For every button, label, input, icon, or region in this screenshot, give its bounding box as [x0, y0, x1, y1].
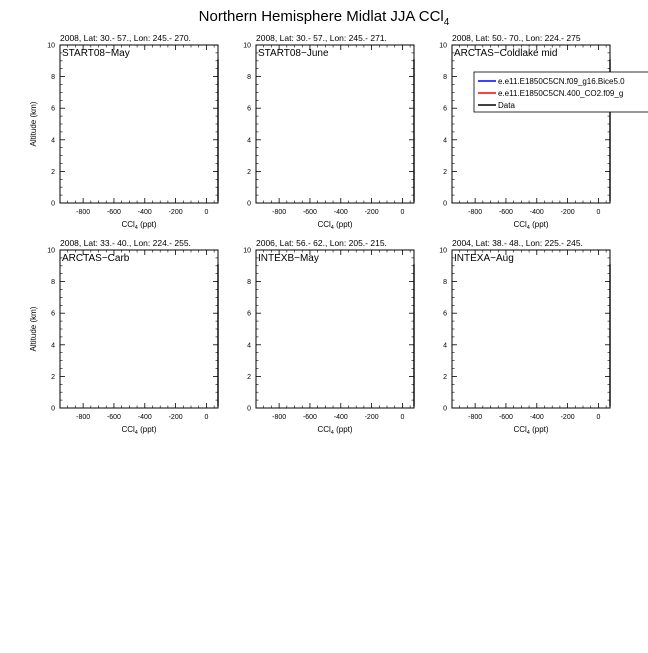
plot-frame — [256, 45, 414, 203]
y-axis-label: Altitude (km) — [29, 101, 38, 147]
x-tick-label: -800 — [272, 209, 287, 216]
y-tick-label: 8 — [443, 74, 447, 82]
plot-frame — [452, 250, 610, 408]
y-tick-label: 2 — [247, 373, 251, 381]
y-tick-label: 10 — [47, 42, 55, 50]
panel-title: 2004, Lat: 38.- 48., Lon: 225.- 245. — [452, 238, 583, 248]
x-tick-label: -800 — [272, 414, 287, 421]
x-tick-label: -400 — [333, 414, 348, 421]
y-tick-label: 0 — [51, 405, 55, 413]
y-tick-label: 8 — [51, 279, 55, 287]
y-tick-label: 6 — [443, 105, 447, 113]
y-tick-label: 6 — [247, 310, 251, 318]
y-tick-label: 10 — [439, 247, 447, 255]
x-tick-label: -800 — [76, 209, 91, 216]
y-axis-label: Altitude (km) — [29, 306, 38, 352]
y-tick-label: 6 — [51, 310, 55, 318]
y-tick-label: 2 — [51, 168, 55, 176]
y-tick-label: 0 — [443, 405, 447, 413]
y-tick-label: 2 — [247, 168, 251, 176]
x-tick-label: -400 — [137, 414, 152, 421]
campaign-label: INTEXB−May — [258, 253, 319, 264]
y-tick-label: 4 — [247, 137, 251, 145]
plot-frame — [256, 250, 414, 408]
panel-title: 2008, Lat: 30.- 57., Lon: 245.- 271. — [256, 33, 387, 43]
chart-panel — [243, 33, 414, 231]
x-tick-label: -800 — [76, 414, 91, 421]
panel-title: 2008, Lat: 33.- 40., Lon: 224.- 255. — [60, 238, 191, 248]
x-tick-label: -600 — [498, 209, 513, 216]
y-tick-label: 8 — [247, 279, 251, 287]
x-tick-label: -200 — [364, 209, 379, 216]
y-tick-label: 4 — [51, 342, 55, 350]
y-tick-label: 8 — [51, 74, 55, 82]
campaign-label: START08−May — [62, 48, 130, 59]
x-axis-label: CCl$_4$ (ppt) — [317, 220, 353, 231]
x-tick-label: -600 — [302, 414, 317, 421]
campaign-label: ARCTAS−Coldlake mid — [454, 48, 558, 59]
x-axis-label: CCl$_4$ (ppt) — [513, 220, 549, 231]
campaign-label: INTEXA−Aug — [454, 253, 514, 264]
x-axis-label: CCl$_4$ (ppt) — [121, 220, 157, 231]
figure-title-subscript: 4 — [443, 17, 450, 28]
x-tick-label: -200 — [168, 209, 183, 216]
x-tick-label: -600 — [106, 414, 121, 421]
y-tick-label: 6 — [247, 105, 251, 113]
x-tick-label: -200 — [560, 414, 575, 421]
x-tick-label: -600 — [302, 209, 317, 216]
y-tick-label: 8 — [443, 279, 447, 287]
x-tick-label: -600 — [498, 414, 513, 421]
chart-panel — [439, 238, 610, 436]
figure-title — [0, 8, 648, 28]
legend-label: e.e11.E1850C5CN.f09_g16.Bice5.0 — [498, 77, 625, 86]
x-axis-label: CCl$_4$ (ppt) — [317, 425, 353, 436]
x-tick-label: -200 — [364, 414, 379, 421]
chart-panel — [29, 33, 218, 231]
y-tick-label: 10 — [439, 42, 447, 50]
plot-frame — [452, 45, 610, 203]
panel-title: 2006, Lat: 56.- 62., Lon: 205.- 215. — [256, 238, 387, 248]
panel-title: 2008, Lat: 30.- 57., Lon: 245.- 270. — [60, 33, 191, 43]
x-tick-label: 0 — [596, 209, 601, 216]
panel-title: 2008, Lat: 50.- 70., Lon: 224.- 275 — [452, 33, 581, 43]
x-axis-label: CCl$_4$ (ppt) — [121, 425, 157, 436]
y-tick-label: 4 — [247, 342, 251, 350]
chart-panel — [243, 238, 414, 436]
legend-label: e.e11.E1850C5CN.400_CO2.f09_g — [498, 89, 624, 98]
x-axis-label: CCl$_4$ (ppt) — [513, 425, 549, 436]
x-tick-label: -400 — [529, 209, 544, 216]
y-tick-label: 10 — [243, 247, 251, 255]
campaign-label: START08−June — [258, 48, 329, 59]
y-tick-label: 4 — [443, 137, 447, 145]
x-tick-label: -800 — [468, 414, 483, 421]
plot-frame — [60, 250, 218, 408]
x-tick-label: 0 — [204, 414, 209, 421]
y-tick-label: 2 — [443, 373, 447, 381]
y-tick-label: 4 — [51, 137, 55, 145]
y-tick-label: 2 — [51, 373, 55, 381]
y-tick-label: 10 — [243, 42, 251, 50]
x-tick-label: -200 — [168, 414, 183, 421]
chart-panel — [439, 33, 610, 231]
y-tick-label: 10 — [47, 247, 55, 255]
y-tick-label: 8 — [247, 74, 251, 82]
legend-label: Data — [498, 101, 515, 110]
x-tick-label: -400 — [529, 414, 544, 421]
y-tick-label: 2 — [443, 168, 447, 176]
y-tick-label: 0 — [247, 405, 251, 413]
y-tick-label: 0 — [443, 200, 447, 208]
y-tick-label: 4 — [443, 342, 447, 350]
x-tick-label: -400 — [137, 209, 152, 216]
y-tick-label: 6 — [51, 105, 55, 113]
chart-panel — [29, 238, 218, 436]
x-tick-label: -200 — [560, 209, 575, 216]
x-tick-label: -800 — [468, 209, 483, 216]
x-tick-label: 0 — [596, 414, 601, 421]
figure-title-main: Northern Hemisphere Midlat JJA CCl — [198, 8, 444, 25]
x-tick-label: -600 — [106, 209, 121, 216]
x-tick-label: -400 — [333, 209, 348, 216]
campaign-label: ARCTAS−Carb — [62, 253, 130, 264]
y-tick-label: 0 — [51, 200, 55, 208]
x-tick-label: 0 — [400, 209, 405, 216]
legend — [474, 72, 648, 112]
plot-frame — [60, 45, 218, 203]
y-tick-label: 6 — [443, 310, 447, 318]
y-tick-label: 0 — [247, 200, 251, 208]
x-tick-label: 0 — [400, 414, 405, 421]
x-tick-label: 0 — [204, 209, 209, 216]
